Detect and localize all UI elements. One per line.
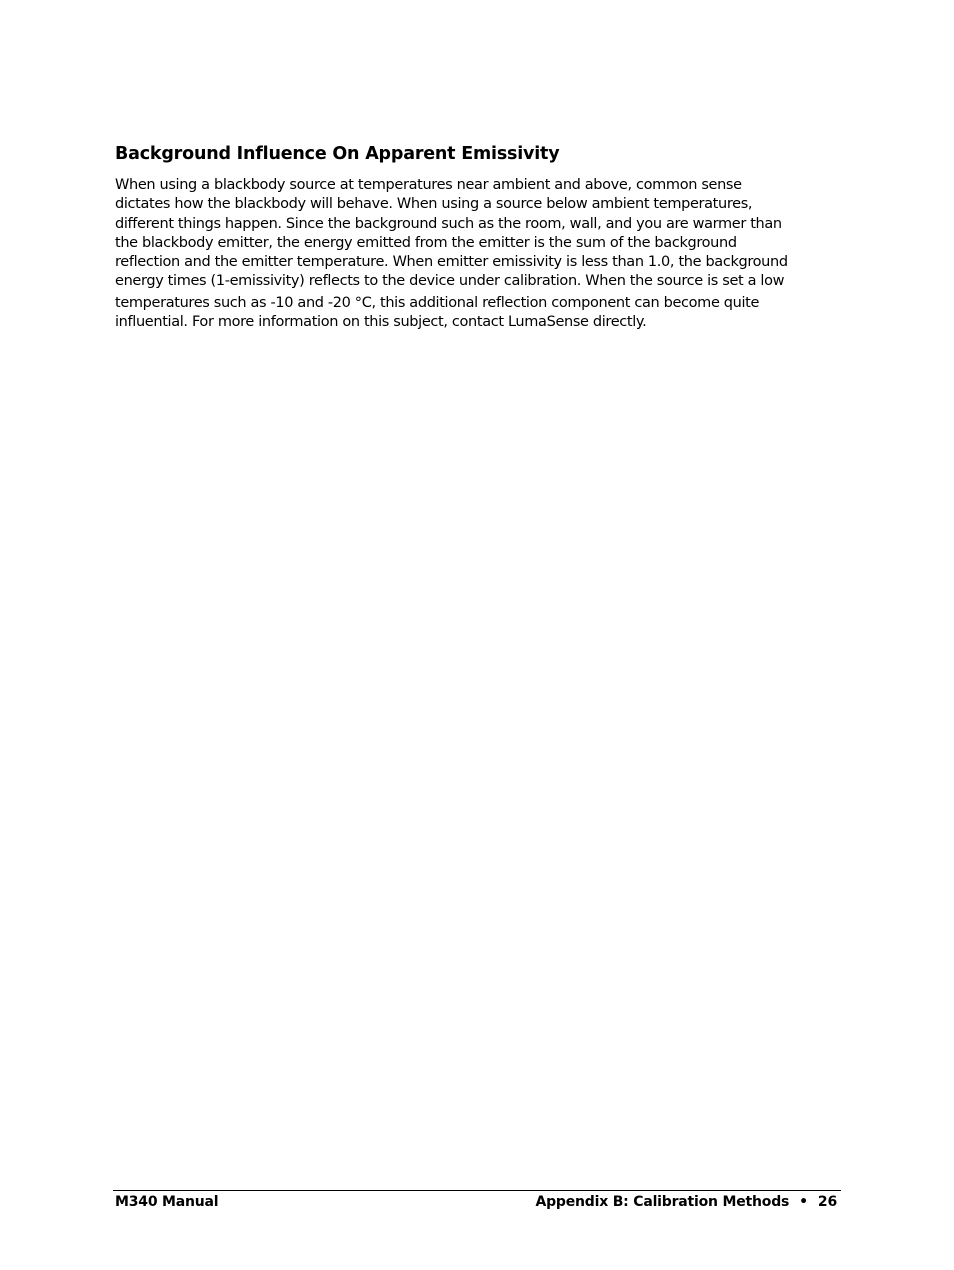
paragraph-line: dictates how the blackbody will behave. When using a source below ambient temperatures, [115,196,753,213]
paragraph-line: reflection and the emitter temperature. When emitter emissivity is less than 1.0, the background [115,254,788,271]
paragraph-line: When using a blackbody source at temperatures near ambient and above, common sense [115,177,742,193]
paragraph-line: temperatures such as -10 and -20 °C, this additional reflection component can become quite [115,294,760,311]
footer-section-info [535,1194,837,1210]
footer-appendix-title: Appendix B: Calibration Methods [535,1194,790,1210]
paragraph-line: energy times (1-emissivity) reflects to the device under calibration. When the source is set a low [115,273,785,290]
page-number: 26 [817,1194,837,1210]
body-paragraph [115,176,845,332]
paragraph-line: different things happen. Since the background such as the room, wall, and you are warmer than [115,215,782,232]
footer-manual-title: M340 Manual [115,1194,219,1210]
paragraph-line: influential. For more information on this subject, contact LumaSense directly. [115,314,647,331]
footer-divider [113,1190,841,1191]
section-heading: Background Influence On Apparent Emissivity [115,144,560,164]
footer-bullet: • [799,1194,808,1210]
paragraph-line: the blackbody emitter, the energy emitted from the emitter is the sum of the background [115,234,737,251]
